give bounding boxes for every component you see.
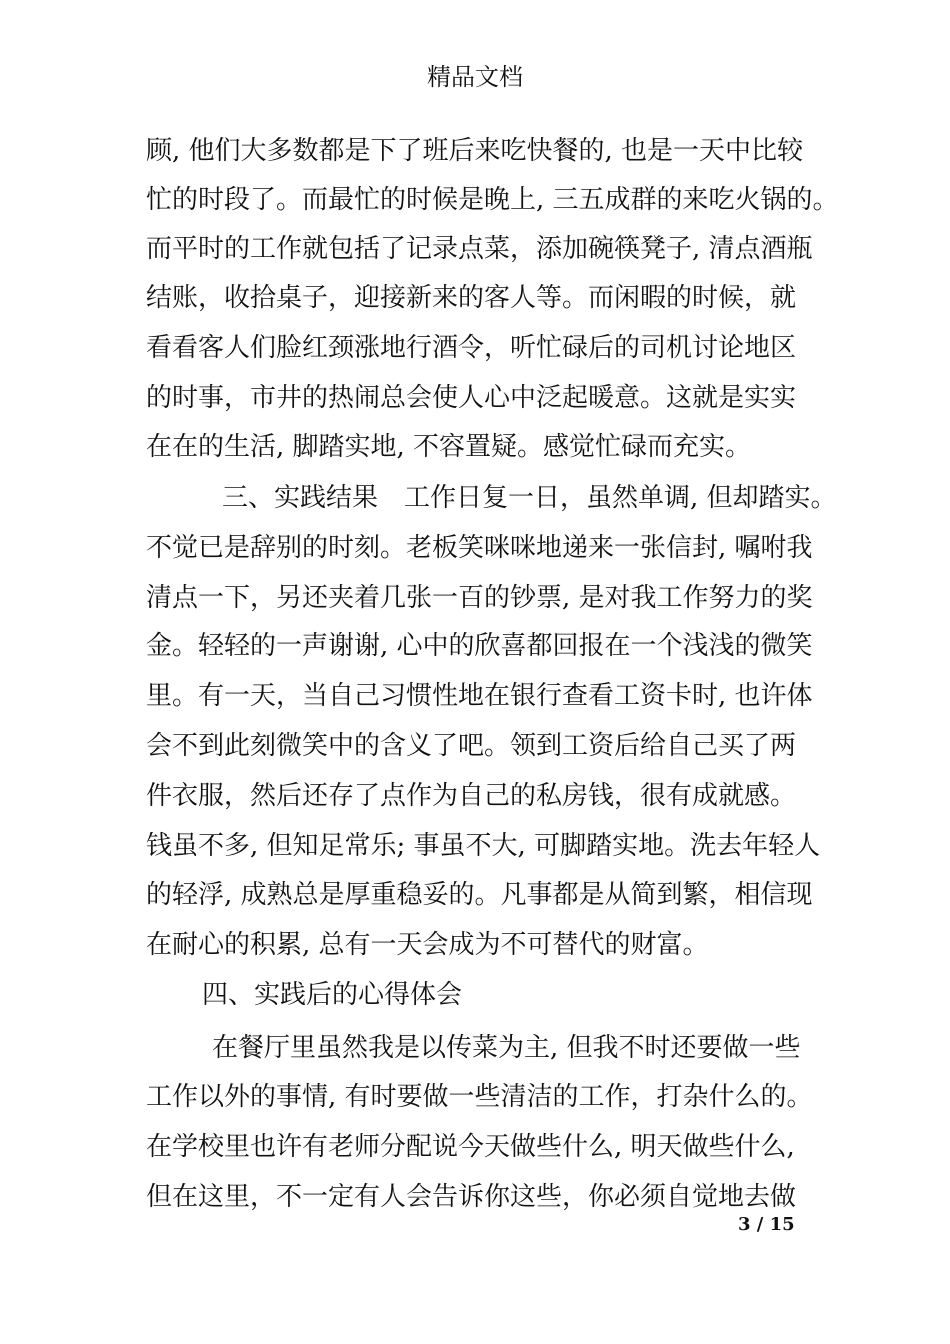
page-number: 3 / 15 xyxy=(738,1214,795,1235)
text-line: 顾, 他们大多数都是下了班后来吃快餐的, 也是一天中比较 xyxy=(146,136,804,166)
text-line: 看看客人们脸红颈涨地行酒令，听忙碌后的司机讨论地区 xyxy=(146,333,797,363)
section-heading-reflections: 四、实践后的心得体会 xyxy=(202,980,463,1010)
text-line: 在餐厅里虽然我是以传菜为主, 但我不时还要做一些 xyxy=(212,1033,801,1063)
section-heading-results: 三、实践结果 工作日复一日，虽然单调, 但却踏实。 xyxy=(222,483,837,513)
text-line: 件衣服，然后还存了点作为自己的私房钱，很有成就感。 xyxy=(146,781,797,811)
text-line: 钱虽不多, 但知足常乐; 事虽不大, 可脚踏实地。洗去年轻人 xyxy=(146,831,821,861)
page-header-title: 精品文档 xyxy=(427,63,523,91)
text-line: 清点一下，另还夹着几张一百的钞票, 是对我工作努力的奖 xyxy=(146,583,813,613)
text-line: 在耐心的积累, 总有一天会成为不可替代的财富。 xyxy=(146,930,709,960)
text-line: 不觉已是辞别的时刻。老板笑咪咪地递来一张信封, 嘱咐我 xyxy=(146,533,813,563)
text-line: 会不到此刻微笑中的含义了吧。领到工资后给自己买了两 xyxy=(146,731,797,761)
text-line: 的时事，市井的热闹总会使人心中泛起暖意。这就是实实 xyxy=(146,383,797,413)
text-line: 的轻浮, 成熟总是厚重稳妥的。凡事都是从简到繁，相信现 xyxy=(146,880,813,910)
text-line: 在在的生活, 脚踏实地, 不容置疑。感觉忙碌而充实。 xyxy=(146,432,752,462)
text-line: 在学校里也许有老师分配说今天做些什么, 明天做些什么, xyxy=(146,1132,795,1162)
text-line: 忙的时段了。而最忙的时候是晚上, 三五成群的来吃火锅的。 xyxy=(146,185,839,215)
text-line: 而平时的工作就包括了记录点菜，添加碗筷凳子, 清点酒瓶 xyxy=(146,234,813,264)
text-line: 金。轻轻的一声谢谢, 心中的欣喜都回报在一个浅浅的微笑 xyxy=(146,631,813,661)
text-line: 里。有一天，当自己习惯性地在银行查看工资卡时, 也许体 xyxy=(146,681,813,711)
text-line: 工作以外的事情, 有时要做一些清洁的工作，打杂什么的。 xyxy=(146,1082,813,1112)
text-line: 结账，收拾桌子，迎接新来的客人等。而闲暇的时候，就 xyxy=(146,283,797,313)
text-line: 但在这里，不一定有人会告诉你这些，你必须自觉地去做 xyxy=(146,1182,797,1212)
